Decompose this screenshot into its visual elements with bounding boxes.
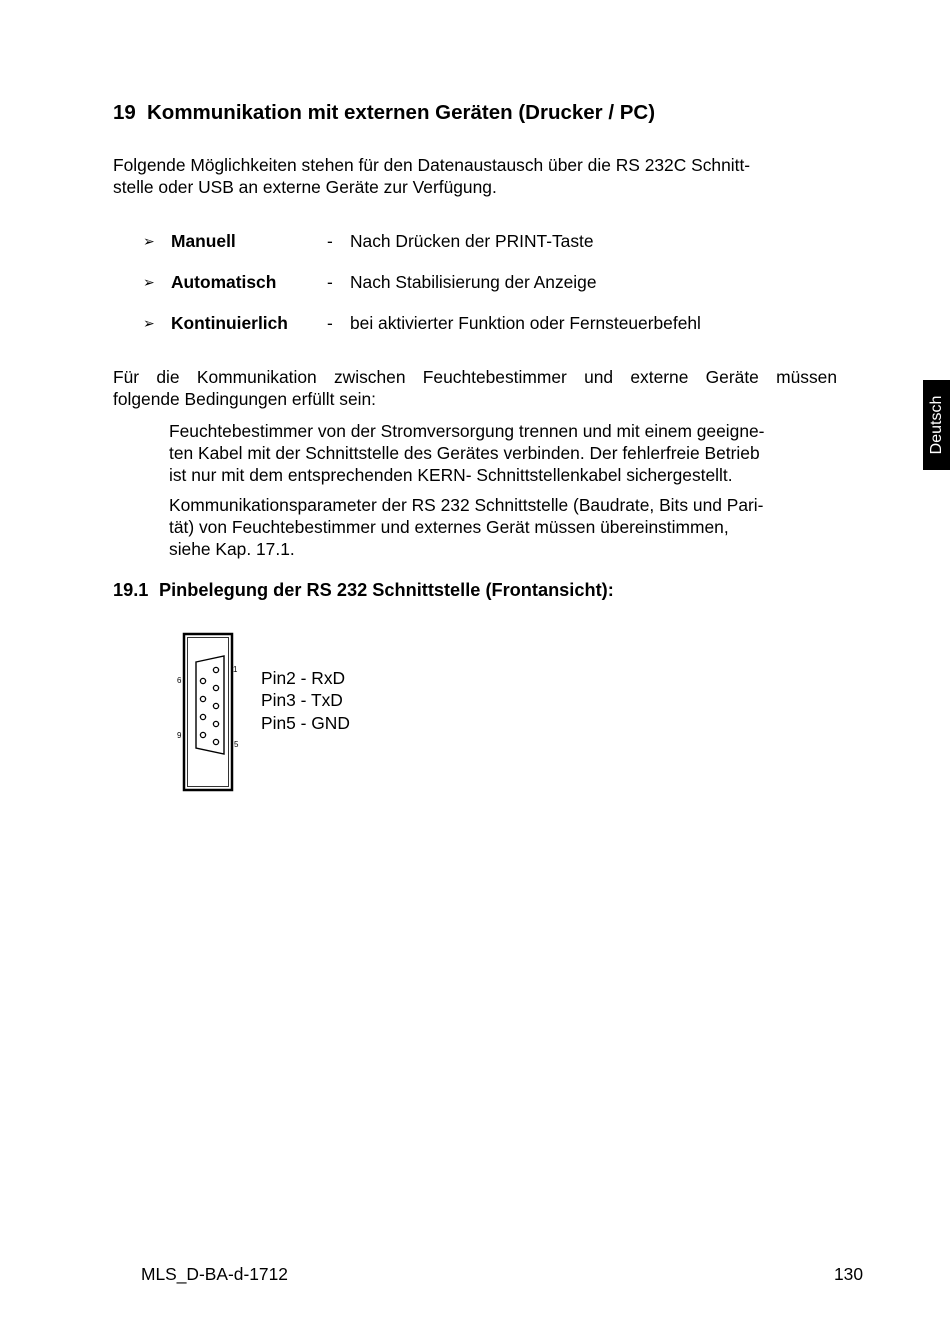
mode-label: Kontinuierlich <box>171 313 288 333</box>
pin-7 <box>200 696 205 701</box>
subsection-heading <box>113 580 614 601</box>
condition-item-2-line: tät) von Feuchtebestimmer und externes Gerät müssen übereinstimmen, <box>169 517 729 537</box>
intro-line-2: stelle oder USB an externe Geräte zur Verfügung. <box>113 177 497 197</box>
mode-dash: - <box>327 313 333 333</box>
section-heading <box>113 101 655 125</box>
condition-item-2-line: siehe Kap. 17.1. <box>169 539 295 559</box>
arrow-bullet-icon: ➢ <box>143 233 155 249</box>
pin-label-6: 6 <box>177 676 182 685</box>
pin-6 <box>200 678 205 683</box>
language-tab-label: Deutsch <box>927 395 945 455</box>
condition-item-2-line: Kommunikationsparameter der RS 232 Schnittstelle (Baudrate, Bits und Pari- <box>169 495 764 515</box>
mode-description: Nach Stabilisierung der Anzeige <box>350 272 597 292</box>
rs232-connector-diagram <box>170 628 250 796</box>
connector-d-shell <box>196 656 224 754</box>
footer-page-number: 130 <box>834 1264 864 1284</box>
pin-assignment: Pin3 - TxD <box>261 690 343 711</box>
pin-label-5: 5 <box>234 740 239 749</box>
condition-item-1 <box>169 420 829 486</box>
pin-5 <box>213 739 218 744</box>
mode-label: Manuell <box>171 231 236 251</box>
pin-label-9: 9 <box>177 731 182 740</box>
pin-9 <box>200 732 205 737</box>
pin-4 <box>213 721 218 726</box>
pin-assignment: Pin5 - GND <box>261 712 350 733</box>
arrow-bullet-icon: ➢ <box>143 274 155 290</box>
subsection-number: 19.1 <box>113 580 149 600</box>
connector-pins <box>200 667 218 744</box>
pin-1 <box>213 667 218 672</box>
conditions-line-1: Für die Kommunikation zwischen Feuchtebestimmer und externe Geräte müssen <box>113 367 837 387</box>
connector-outer-frame <box>184 634 232 790</box>
condition-item-1-line: ten Kabel mit der Schnittstelle des Gerätes verbinden. Der fehlerfreie Betrieb <box>169 443 760 463</box>
mode-description: Nach Drücken der PRINT-Taste <box>350 231 594 251</box>
mode-dash: - <box>327 231 333 251</box>
section-number: 19 <box>113 101 136 124</box>
condition-item-1-line: ist nur mit dem entsprechenden KERN- Schnittstellenkabel sichergestellt. <box>169 465 733 485</box>
subsection-title: Pinbelegung der RS 232 Schnittstelle (Frontansicht): <box>159 580 614 600</box>
pin-assignment: Pin2 - RxD <box>261 668 346 688</box>
condition-item-1-line: Feuchtebestimmer von der Stromversorgung trennen und mit einem geeigne- <box>169 421 765 441</box>
mode-label: Automatisch <box>171 272 277 292</box>
pin-8 <box>200 714 205 719</box>
language-tab <box>923 380 950 470</box>
pin-label-1: 1 <box>233 665 238 674</box>
footer-doc-id: MLS_D-BA-d-1712 <box>141 1264 288 1284</box>
arrow-bullet-icon: ➢ <box>143 315 155 331</box>
intro-line-1: Folgende Möglichkeiten stehen für den Datenaustausch über die RS 232C Schnitt- <box>113 155 751 175</box>
section-title: Kommunikation mit externen Geräten (Drucker / PC) <box>147 101 656 124</box>
mode-description: bei aktivierter Funktion oder Fernsteuerbefehl <box>350 313 701 333</box>
conditions-line-2: folgende Bedingungen erfüllt sein: <box>113 389 376 409</box>
pin-assignment-list <box>261 667 350 734</box>
intro-paragraph <box>113 154 833 198</box>
pin-3 <box>213 703 218 708</box>
condition-item-2 <box>169 494 829 560</box>
mode-dash: - <box>327 272 333 292</box>
pin-2 <box>213 685 218 690</box>
